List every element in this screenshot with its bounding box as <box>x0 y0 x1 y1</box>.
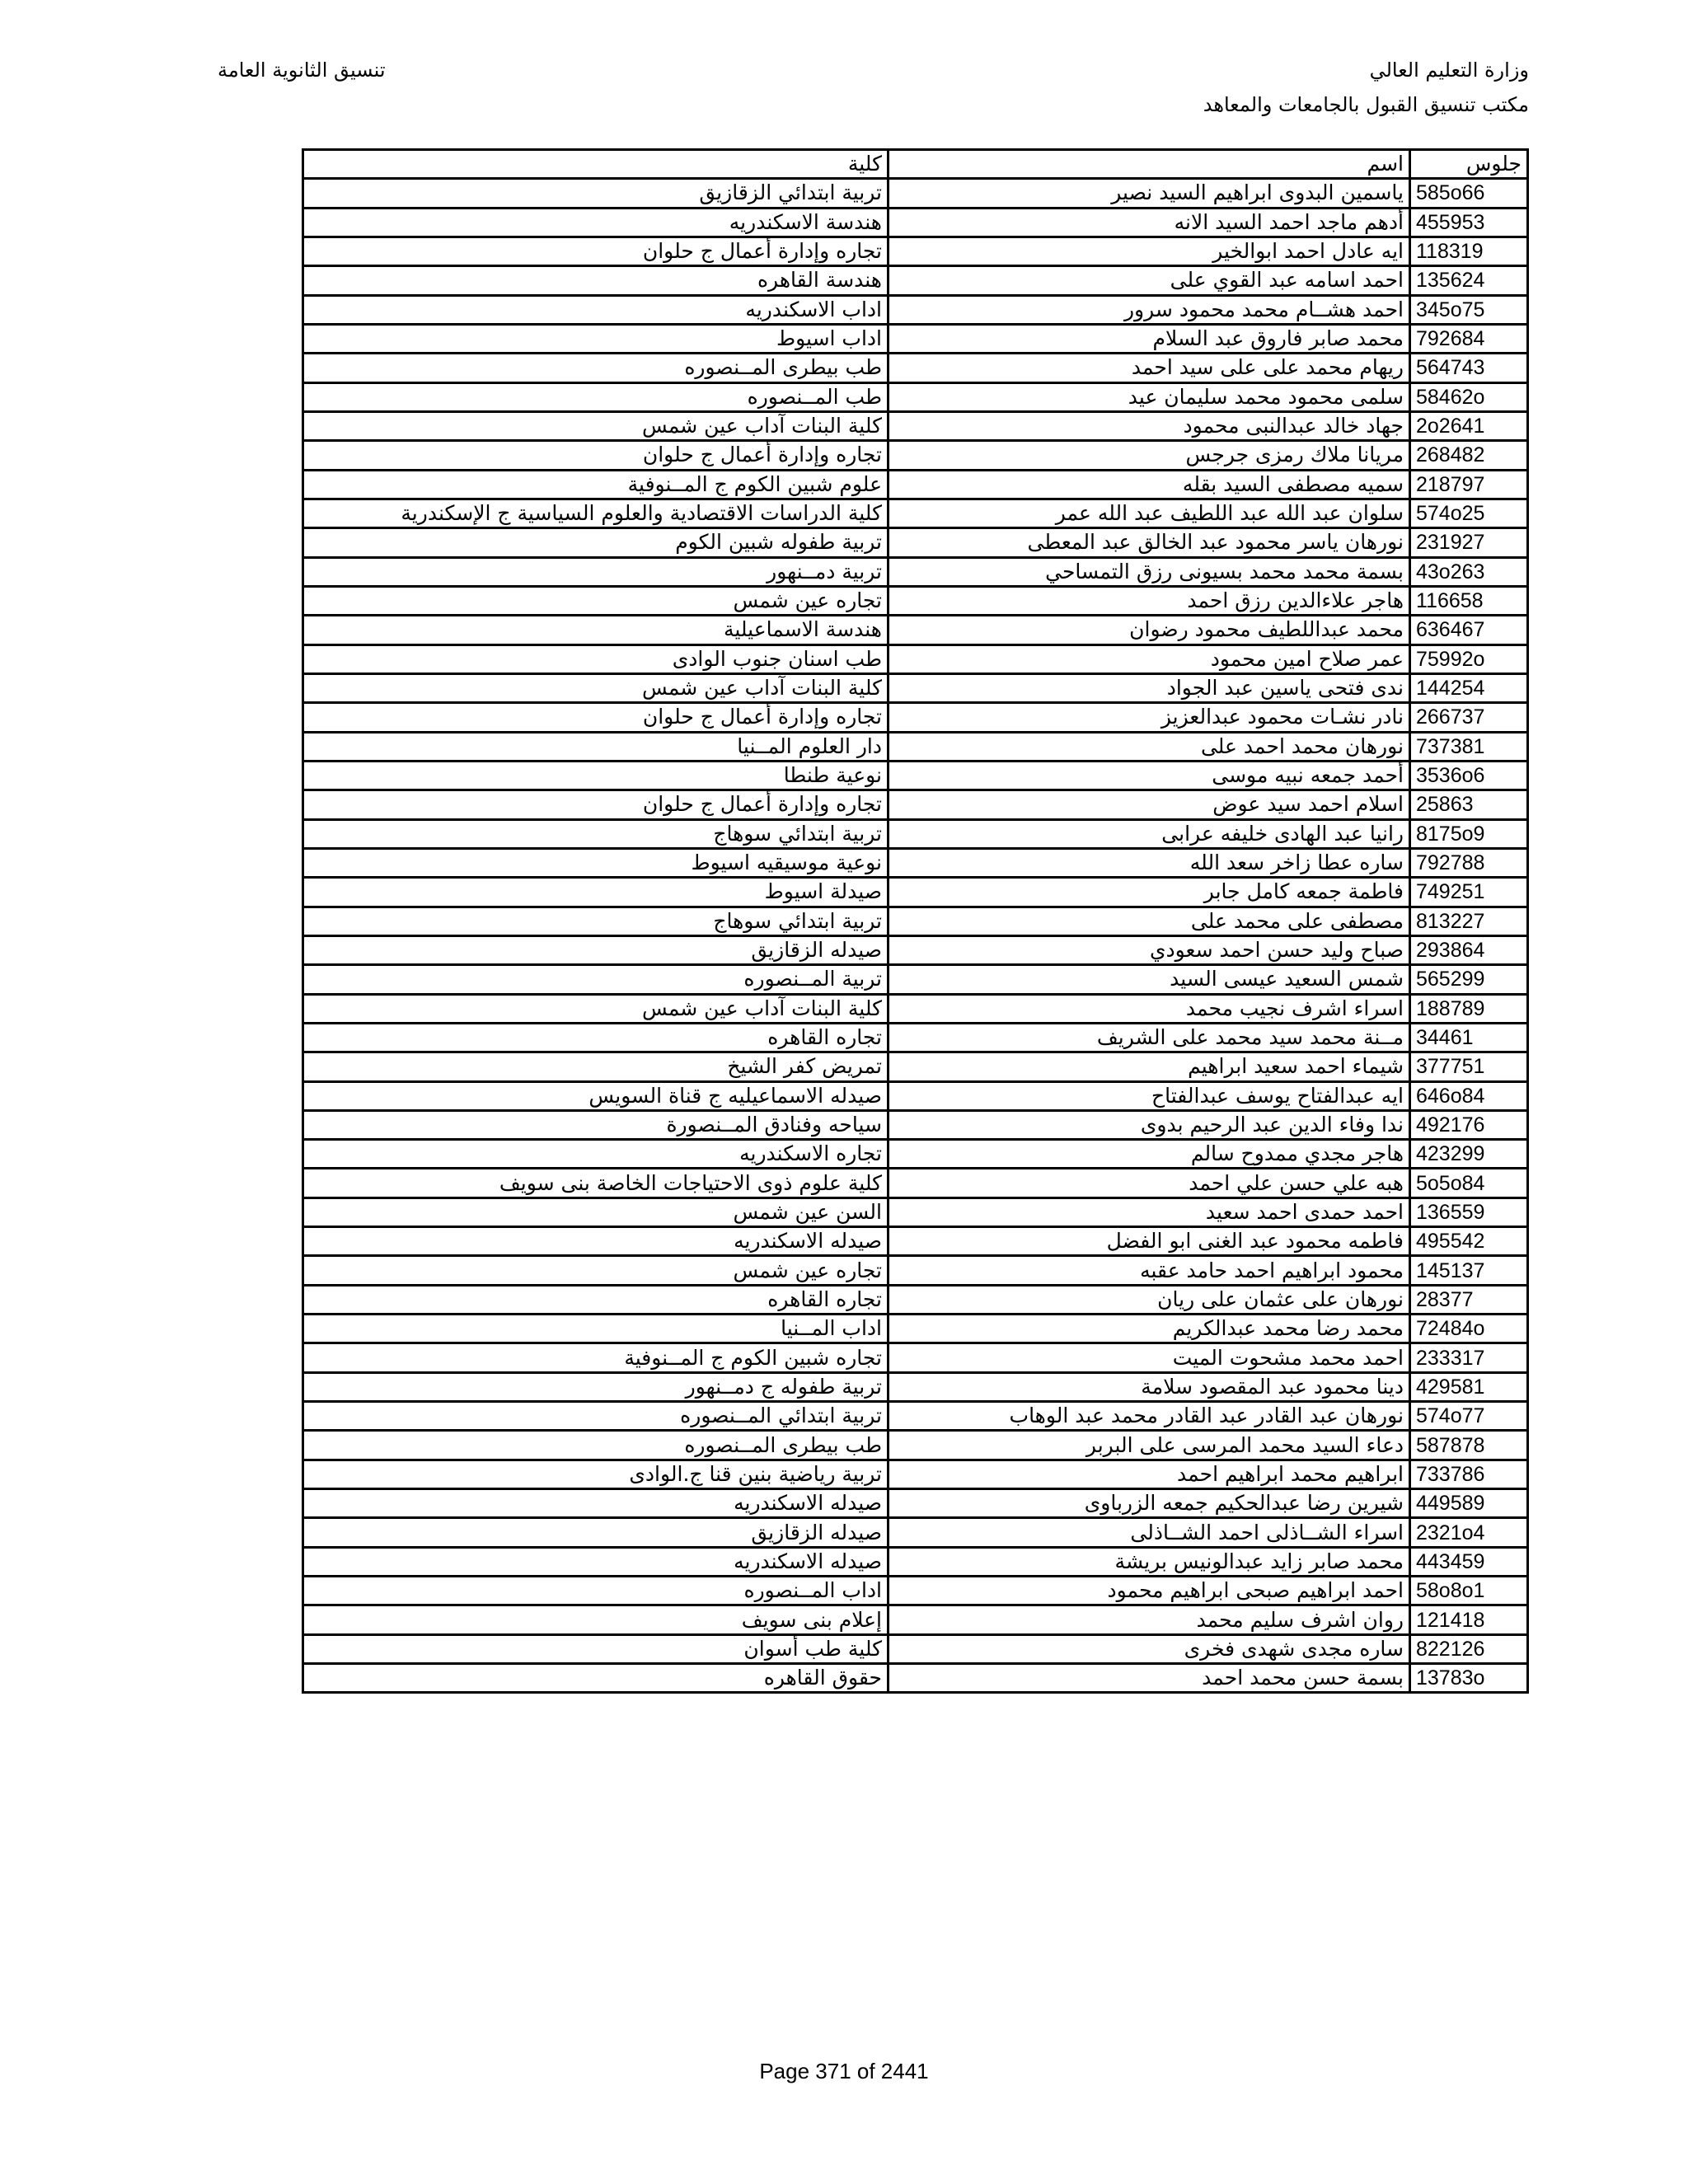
table-row <box>303 208 1528 237</box>
seat-number-cell: 145137 <box>1410 1256 1528 1285</box>
college-cell: صيدله الاسكندريه <box>303 1489 889 1518</box>
table-row <box>303 179 1528 208</box>
college-cell: هندسة الاسكندريه <box>303 208 889 237</box>
seat-number-cell: 116658 <box>1410 586 1528 615</box>
college-cell: إعلام بنى سويف <box>303 1605 889 1634</box>
column-header-name: اسم <box>889 150 1410 179</box>
page-number: Page 371 of 2441 <box>759 2059 929 2083</box>
table-row <box>303 470 1528 499</box>
seat-number-cell: 574o77 <box>1410 1402 1528 1431</box>
college-cell: تجاره وإدارة أعمال ج حلوان <box>303 703 889 732</box>
college-cell: كلية البنات آداب عين شمس <box>303 411 889 440</box>
seat-number-cell: 377751 <box>1410 1052 1528 1081</box>
college-cell: تجاره عين شمس <box>303 586 889 615</box>
college-cell: صيدله الاسماعيليه ج قناة السويس <box>303 1081 889 1110</box>
seat-number-cell: 495542 <box>1410 1227 1528 1256</box>
table-row <box>303 878 1528 907</box>
college-cell: اداب المــنيا <box>303 1315 889 1343</box>
table-row <box>303 1518 1528 1547</box>
college-cell: تجاره وإدارة أعمال ج حلوان <box>303 441 889 470</box>
student-name-cell: ايه عبدالفتاح يوسف عبدالفتاح <box>889 1081 1410 1110</box>
table-row <box>303 1227 1528 1256</box>
college-cell: تجاره وإدارة أعمال ج حلوان <box>303 237 889 265</box>
table-row <box>303 907 1528 935</box>
seat-number-cell: 492176 <box>1410 1110 1528 1139</box>
student-name-cell: احمد اسامه عبد القوي على <box>889 266 1410 295</box>
college-cell: سياحه وفنادق المــنصورة <box>303 1110 889 1139</box>
college-cell: نوعية موسيقيه اسيوط <box>303 848 889 877</box>
student-name-cell: محمد رضا محمد عبدالكريم <box>889 1315 1410 1343</box>
table-row <box>303 1197 1528 1226</box>
table-row <box>303 586 1528 615</box>
college-cell: اداب اسيوط <box>303 324 889 353</box>
seat-number-cell: 144254 <box>1410 673 1528 702</box>
student-name-cell: نورهان على عثمان على ريان <box>889 1285 1410 1314</box>
college-cell: اداب المــنصوره <box>303 1577 889 1605</box>
seat-number-cell: 345o75 <box>1410 295 1528 324</box>
college-cell: صيدلة اسيوط <box>303 878 889 907</box>
student-name-cell: ساره مجدى شهدى فخرى <box>889 1634 1410 1663</box>
student-name-cell: مريانا ملاك رمزى جرجس <box>889 441 1410 470</box>
table-row <box>303 616 1528 644</box>
seat-number-cell: 2o2641 <box>1410 411 1528 440</box>
seat-number-cell: 455953 <box>1410 208 1528 237</box>
table-row <box>303 1634 1528 1663</box>
student-name-cell: أدهم ماجد احمد السيد الانه <box>889 208 1410 237</box>
student-name-cell: هاجر مجدي ممدوح سالم <box>889 1140 1410 1169</box>
student-name-cell: أحمد جمعه نبيه موسى <box>889 761 1410 790</box>
college-cell: السن عين شمس <box>303 1197 889 1226</box>
seat-number-cell: 34461 <box>1410 1023 1528 1052</box>
college-cell: هندسة القاهره <box>303 266 889 295</box>
table-row <box>303 1169 1528 1197</box>
table-row <box>303 1110 1528 1139</box>
column-header-seat: جلوس <box>1410 150 1528 179</box>
student-name-cell: دعاء السيد محمد المرسى على البربر <box>889 1431 1410 1460</box>
college-cell: طب المــنصوره <box>303 382 889 411</box>
seat-number-cell: 733786 <box>1410 1460 1528 1488</box>
seat-number-cell: 58o8o1 <box>1410 1577 1528 1605</box>
table-row <box>303 935 1528 964</box>
student-name-cell: احمد حمدى احمد سعيد <box>889 1197 1410 1226</box>
table-row <box>303 1577 1528 1605</box>
college-cell: تربية المــنصوره <box>303 965 889 994</box>
table-row <box>303 411 1528 440</box>
admission-results-body <box>303 150 1528 1693</box>
table-row <box>303 1140 1528 1169</box>
table-row <box>303 790 1528 819</box>
seat-number-cell: 25863 <box>1410 790 1528 819</box>
seat-number-cell: 231927 <box>1410 528 1528 557</box>
table-row <box>303 732 1528 761</box>
student-name-cell: سلمى محمود محمد سليمان عيد <box>889 382 1410 411</box>
table-row <box>303 354 1528 382</box>
seat-number-cell: 268482 <box>1410 441 1528 470</box>
student-name-cell: ريهام محمد على على سيد احمد <box>889 354 1410 382</box>
seat-number-cell: 636467 <box>1410 616 1528 644</box>
table-row <box>303 441 1528 470</box>
college-cell: تربية ابتدائي سوهاج <box>303 907 889 935</box>
ministry-title: وزارة التعليم العالي <box>1369 59 1529 82</box>
seat-number-cell: 585o66 <box>1410 179 1528 208</box>
student-name-cell: سلوان عبد الله عبد اللطيف عبد الله عمر <box>889 499 1410 527</box>
student-name-cell: بسمة حسن محمد احمد <box>889 1664 1410 1693</box>
student-name-cell: ساره عطا زاخر سعد الله <box>889 848 1410 877</box>
college-cell: تربية ابتدائي الزقازيق <box>303 179 889 208</box>
seat-number-cell: 135624 <box>1410 266 1528 295</box>
seat-number-cell: 58462o <box>1410 382 1528 411</box>
student-name-cell: سميه مصطفى السيد بقله <box>889 470 1410 499</box>
seat-number-cell: 737381 <box>1410 732 1528 761</box>
student-name-cell: احمد هشــام محمد محمود سرور <box>889 295 1410 324</box>
table-row <box>303 1256 1528 1285</box>
college-cell: تجاره الاسكندريه <box>303 1140 889 1169</box>
college-cell: تربية طفوله شبين الكوم <box>303 528 889 557</box>
table-row <box>303 324 1528 353</box>
student-name-cell: مصطفى على محمد على <box>889 907 1410 935</box>
student-name-cell: نورهان عبد القادر عبد القادر محمد عبد الوهاب <box>889 1402 1410 1431</box>
college-cell: تربية دمــنهور <box>303 557 889 586</box>
table-row <box>303 1081 1528 1110</box>
college-cell: طب بيطرى المــنصوره <box>303 354 889 382</box>
seat-number-cell: 121418 <box>1410 1605 1528 1634</box>
table-header-row <box>303 150 1528 179</box>
student-name-cell: محمود ابراهيم احمد حامد عقبه <box>889 1256 1410 1285</box>
student-name-cell: ندى فتحى ياسين عبد الجواد <box>889 673 1410 702</box>
student-name-cell: هبه علي حسن علي احمد <box>889 1169 1410 1197</box>
seat-number-cell: 749251 <box>1410 878 1528 907</box>
college-cell: صيدله الاسكندريه <box>303 1547 889 1576</box>
seat-number-cell: 118319 <box>1410 237 1528 265</box>
student-name-cell: ايه عادل احمد ابوالخير <box>889 237 1410 265</box>
college-cell: حقوق القاهره <box>303 1664 889 1693</box>
college-cell: طب اسنان جنوب الوادى <box>303 644 889 673</box>
seat-number-cell: 188789 <box>1410 994 1528 1023</box>
student-name-cell: نادر نشـات محمود عبدالعزيز <box>889 703 1410 732</box>
table-row <box>303 1052 1528 1081</box>
college-cell: تجاره عين شمس <box>303 1256 889 1285</box>
seat-number-cell: 13783o <box>1410 1664 1528 1693</box>
college-cell: كلية البنات آداب عين شمس <box>303 673 889 702</box>
student-name-cell: جهاد خالد عبدالنبى محمود <box>889 411 1410 440</box>
seat-number-cell: 266737 <box>1410 703 1528 732</box>
college-cell: كلية البنات آداب عين شمس <box>303 994 889 1023</box>
seat-number-cell: 218797 <box>1410 470 1528 499</box>
college-cell: نوعية طنطا <box>303 761 889 790</box>
table-row <box>303 499 1528 527</box>
college-cell: تربية ابتدائي المــنصوره <box>303 1402 889 1431</box>
table-row <box>303 237 1528 265</box>
college-cell: تجاره شبين الكوم ج المــنوفية <box>303 1343 889 1372</box>
seat-number-cell: 233317 <box>1410 1343 1528 1372</box>
seat-number-cell: 646o84 <box>1410 1081 1528 1110</box>
college-cell: تجاره وإدارة أعمال ج حلوان <box>303 790 889 819</box>
college-cell: تجاره القاهره <box>303 1285 889 1314</box>
table-row <box>303 761 1528 790</box>
seat-number-cell: 587878 <box>1410 1431 1528 1460</box>
student-name-cell: احمد محمد مشحوت الميت <box>889 1343 1410 1372</box>
seat-number-cell: 443459 <box>1410 1547 1528 1576</box>
seat-number-cell: 574o25 <box>1410 499 1528 527</box>
seat-number-cell: 565299 <box>1410 965 1528 994</box>
college-cell: تمريض كفر الشيخ <box>303 1052 889 1081</box>
table-row <box>303 295 1528 324</box>
admission-results-table <box>302 148 1529 1694</box>
table-row <box>303 557 1528 586</box>
column-header-college: كلية <box>303 150 889 179</box>
table-row <box>303 1664 1528 1693</box>
college-cell: تربية ابتدائي سوهاج <box>303 819 889 848</box>
student-name-cell: شمس السعيد عيسى السيد <box>889 965 1410 994</box>
table-row <box>303 1402 1528 1431</box>
table-row <box>303 1431 1528 1460</box>
seat-number-cell: 3536o6 <box>1410 761 1528 790</box>
college-cell: تجاره القاهره <box>303 1023 889 1052</box>
student-name-cell: اسراء اشرف نجيب محمد <box>889 994 1410 1023</box>
program-title: تنسيق الثانوية العامة <box>218 59 386 82</box>
seat-number-cell: 792684 <box>1410 324 1528 353</box>
seat-number-cell: 813227 <box>1410 907 1528 935</box>
student-name-cell: محمد صابر فاروق عبد السلام <box>889 324 1410 353</box>
table-row <box>303 994 1528 1023</box>
seat-number-cell: 5o5o84 <box>1410 1169 1528 1197</box>
student-name-cell: احمد ابراهيم صبحى ابراهيم محمود <box>889 1577 1410 1605</box>
college-cell: كلية طب أسوان <box>303 1634 889 1663</box>
seat-number-cell: 72484o <box>1410 1315 1528 1343</box>
student-name-cell: ابراهيم محمد ابراهيم احمد <box>889 1460 1410 1488</box>
table-row <box>303 1547 1528 1576</box>
table-row <box>303 644 1528 673</box>
table-row <box>303 673 1528 702</box>
seat-number-cell: 43o263 <box>1410 557 1528 586</box>
table-row <box>303 1460 1528 1488</box>
table-row <box>303 965 1528 994</box>
college-cell: صيدله الاسكندريه <box>303 1227 889 1256</box>
seat-number-cell: 293864 <box>1410 935 1528 964</box>
student-name-cell: اسراء الشــاذلى احمد الشــاذلى <box>889 1518 1410 1547</box>
student-name-cell: دينا محمود عبد المقصود سلامة <box>889 1372 1410 1401</box>
college-cell: كلية الدراسات الاقتصادية والعلوم السياسية ج الإسكندرية <box>303 499 889 527</box>
college-cell: هندسة الاسماعيلية <box>303 616 889 644</box>
student-name-cell: بسمة محمد محمد بسيونى رزق التمساحي <box>889 557 1410 586</box>
college-cell: صيدله الزقازيق <box>303 935 889 964</box>
student-name-cell: نورهان محمد احمد على <box>889 732 1410 761</box>
seat-number-cell: 564743 <box>1410 354 1528 382</box>
office-title: مكتب تنسيق القبول بالجامعات والمعاهد <box>1203 93 1529 116</box>
student-name-cell: مــنة محمد سيد محمد على الشريف <box>889 1023 1410 1052</box>
table-row <box>303 1285 1528 1314</box>
student-name-cell: هاجر علاءالدين رزق احمد <box>889 586 1410 615</box>
college-cell: تربية رياضية بنين قنا ج.الوادى <box>303 1460 889 1488</box>
table-row <box>303 703 1528 732</box>
seat-number-cell: 75992o <box>1410 644 1528 673</box>
student-name-cell: فاطمة جمعه كامل جابر <box>889 878 1410 907</box>
student-name-cell: ياسمين البدوى ابراهيم السيد نصير <box>889 179 1410 208</box>
seat-number-cell: 429581 <box>1410 1372 1528 1401</box>
college-cell: طب بيطرى المــنصوره <box>303 1431 889 1460</box>
table-row <box>303 1023 1528 1052</box>
college-cell: اداب الاسكندريه <box>303 295 889 324</box>
student-name-cell: محمد صابر زايد عبدالونيس بريشة <box>889 1547 1410 1576</box>
table-row <box>303 1372 1528 1401</box>
table-row <box>303 1605 1528 1634</box>
college-cell: كلية علوم ذوى الاحتياجات الخاصة بنى سويف <box>303 1169 889 1197</box>
table-row <box>303 1489 1528 1518</box>
seat-number-cell: 822126 <box>1410 1634 1528 1663</box>
student-name-cell: رانيا عبد الهادى خليفه عرابى <box>889 819 1410 848</box>
college-cell: صيدله الزقازيق <box>303 1518 889 1547</box>
student-name-cell: نورهان ياسر محمود عبد الخالق عبد المعطى <box>889 528 1410 557</box>
student-name-cell: ندا وفاء الدين عبد الرحيم بدوى <box>889 1110 1410 1139</box>
student-name-cell: روان اشرف سليم محمد <box>889 1605 1410 1634</box>
seat-number-cell: 28377 <box>1410 1285 1528 1314</box>
student-name-cell: صباح وليد حسن احمد سعودي <box>889 935 1410 964</box>
college-cell: علوم شبين الكوم ج المــنوفية <box>303 470 889 499</box>
table-row <box>303 819 1528 848</box>
college-cell: تربية طفوله ج دمــنهور <box>303 1372 889 1401</box>
student-name-cell: شيرين رضا عبدالحكيم جمعه الزرباوى <box>889 1489 1410 1518</box>
seat-number-cell: 423299 <box>1410 1140 1528 1169</box>
college-cell: دار العلوم المــنيا <box>303 732 889 761</box>
table-row <box>303 1315 1528 1343</box>
table-row <box>303 1343 1528 1372</box>
student-name-cell: محمد عبداللطيف محمود رضوان <box>889 616 1410 644</box>
student-name-cell: شيماء احمد سعيد ابراهيم <box>889 1052 1410 1081</box>
seat-number-cell: 8175o9 <box>1410 819 1528 848</box>
table-row <box>303 528 1528 557</box>
student-name-cell: اسلام احمد سيد عوض <box>889 790 1410 819</box>
seat-number-cell: 136559 <box>1410 1197 1528 1226</box>
student-name-cell: عمر صلاح امين محمود <box>889 644 1410 673</box>
table-row <box>303 848 1528 877</box>
table-row <box>303 266 1528 295</box>
seat-number-cell: 792788 <box>1410 848 1528 877</box>
student-name-cell: فاطمه محمود عبد الغنى ابو الفضل <box>889 1227 1410 1256</box>
seat-number-cell: 2321o4 <box>1410 1518 1528 1547</box>
table-row <box>303 382 1528 411</box>
seat-number-cell: 449589 <box>1410 1489 1528 1518</box>
